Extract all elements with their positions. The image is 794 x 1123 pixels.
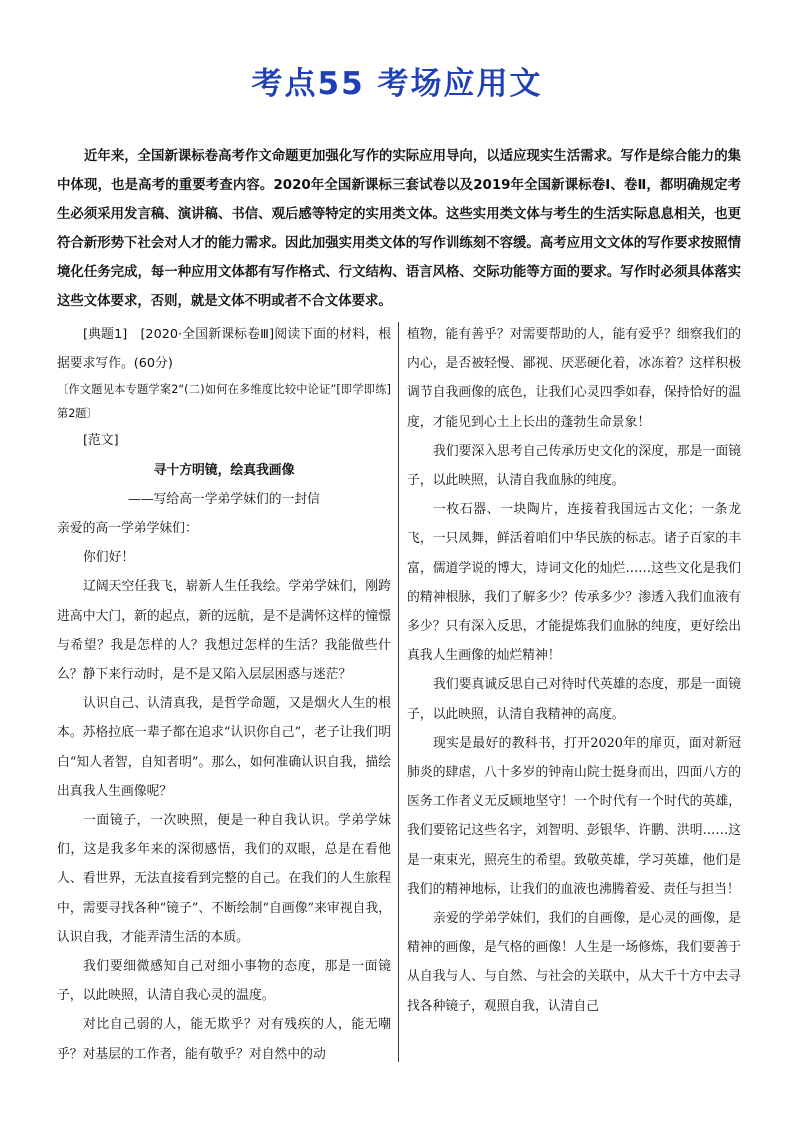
essay-title: 寻十方明镜，绘真我画像 (153, 462, 295, 478)
right-column (407, 320, 741, 1021)
paragraph: 我们要细微感知自己对细小事物的态度，那是一面镜子，以此映照，认清自我心灵的温度。 (57, 959, 391, 1004)
paragraph: 辽阔天空任我飞，崭新人生任我绘。学弟学妹们，刚跨进高中大门，新的起点，新的远航，是不是满怀这样的憧憬与希望？我是怎样的人？我想过怎样的生活？我能做些什么？静下来行动时，是不是又陷入层层困惑与迷茫？ (57, 579, 391, 683)
paragraph: 认识自己、认清真我，是哲学命题，又是烟火人生的根本。苏格拉底一辈子都在追求“认识你自己”，老子让我们明白“知人者智，自知者明”。那么，如何准确认识自我，描绘出真我人生画像呢？ (57, 696, 391, 799)
sample-label: [范文] (83, 433, 119, 449)
salutation: 亲爱的高一学弟学妹们： (57, 521, 198, 537)
essay-subtitle: ——写给高一学弟学妹们的一封信 (128, 491, 320, 507)
paragraph: 亲爱的学弟学妹们，我们的自画像，是心灵的画像，是精神的画像，是气格的画像！人生是一场修炼，我们要善于从自我与人、与自然、与社会的关联中，从大千十方中去寻找各种镜子，观照自我，认清自己 (407, 911, 741, 1014)
intro-paragraph: 近年来，全国新课标卷高考作文命题更加强化写作的实际应用导向，以适应现实生活需求。写作是综合能力的集中体现，也是高考的重要考查内容。2020年全国新课标三套试卷以及2019年全国新课标卷Ⅰ、卷Ⅱ，都明确规定考生必须采用发言稿、演讲稿、书信、观后感等特定的实用类文体。这些实用类文体与考生的生活实际息息相关，也更符合新形势下社会对人才的能力需求。因此加强实用类文体的写作训练刻不容缓。高考应用文文体的写作要求按照情境化任务完成，每一种应用文体都有写作格式、行文结构、语言风格、交际功能等方面的要求。写作时必须具体落实这些文体要求，否则，就是文体不明或者不合文体要求。 (57, 149, 741, 309)
example-note: 〔作文题见本专题学案2“(二)如何在多维度比较中论证”[即学即练]第2题〕 (57, 383, 391, 421)
left-column (57, 320, 391, 1069)
column-divider (398, 322, 399, 1062)
example-header: [典题1] [2020·全国新课标卷Ⅲ]阅读下面的材料，根据要求写作。(60分) (57, 327, 391, 372)
paragraph: 一面镜子，一次映照，便是一种自我认识。学弟学妹们，这是我多年来的深彻感悟，我们的双眼，总是在看他人、看世界，无法直接看到完整的自己。在我们的人生旅程中，需要寻找各种“镜子”、不断绘制“自画像”来审视自我，认识自我，才能弄清生活的本质。 (57, 813, 391, 945)
paragraph: 我们要真诚反思自己对待时代英雄的态度，那是一面镜子，以此映照，认清自我精神的高度。 (407, 677, 741, 722)
paragraph: 一枚石器、一块陶片，连接着我国远古文化；一条龙飞，一只凤舞，鲜活着咱们中华民族的标志。诸子百家的丰富，儒道学说的博大，诗词文化的灿烂……这些文化是我们的精神根脉，我们了解多少？传承多少？渗透入我们血液有多少？只有深入反思，才能提炼我们血脉的纯度，更好绘出真我人生画像的灿烂精神！ (407, 502, 741, 664)
paragraph: 对比自己弱的人，能无欺乎？对有残疾的人，能无嘲乎？对基层的工作者，能有敬乎？对自然中的动 (57, 1017, 391, 1062)
greeting: 你们好！ (83, 550, 135, 566)
paragraph: 现实是最好的教科书，打开2020年的扉页，面对新冠肺炎的肆虐，八十多岁的钟南山院士挺身而出，四面八方的医务工作者义无反顾地坚守！一个时代有一个时代的英雄，我们要铭记这些名字，刘智明、彭银华、许鹏、洪明……这是一束束光，照亮生的希望。致敬英雄，学习英雄，他们是我们的精神地标，让我们的血液也沸腾着爱、责任与担当！ (407, 735, 741, 897)
paragraph-continued: 植物，能有善乎？对需要帮助的人，能有爱乎？细察我们的内心，是否被轻慢、鄙视、厌恶硬化着，冰冻着？这样积极调节自我画像的底色，让我们心灵四季如春，保持恰好的温度，才能见到心土上长出的蓬勃生命景象！ (407, 327, 741, 430)
page-title: 考点55 考场应用文 (251, 66, 543, 102)
paragraph: 我们要深入思考自己传承历史文化的深度，那是一面镜子，以此映照，认清自我血脉的纯度。 (407, 443, 741, 489)
